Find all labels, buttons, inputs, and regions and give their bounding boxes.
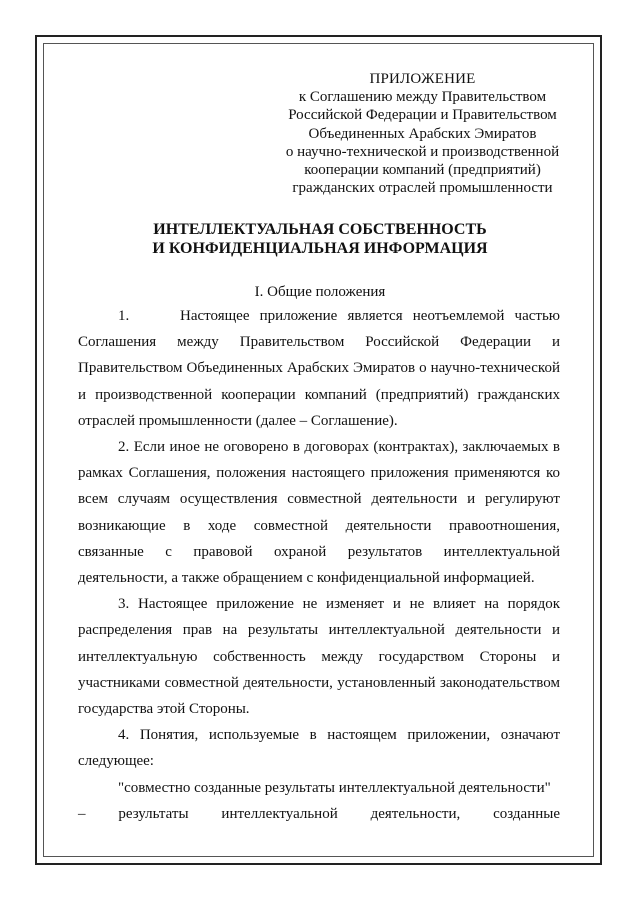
- definition-word: деятельности,: [370, 805, 461, 822]
- title-line-1: ИНТЕЛЛЕКТУАЛЬНАЯ СОБСТВЕННОСТЬ: [153, 221, 487, 238]
- appendix-line: гражданских отраслей промышленности: [292, 180, 553, 197]
- appendix-header: [245, 70, 600, 197]
- definition-continuation: [78, 801, 560, 827]
- appendix-line: о научно-технической и производственной: [285, 143, 560, 160]
- appendix-line: кооперации компаний (предприятий): [304, 162, 541, 179]
- appendix-line: Российской Федерации и Правительством: [288, 107, 557, 124]
- term-definition: "совместно созданные результаты интеллектуальной деятельности": [118, 779, 551, 796]
- appendix-label: ПРИЛОЖЕНИЕ: [369, 71, 476, 87]
- paragraph-2: 2. Если иное не оговорено в договорах (контрактах), заключаемых в рамках Соглашения, положения настоящего приложения применяются ко всем случаям осуществления совместной деятельности и регулируют возникающие в ходе совместной деятельности правоотношения, связанные с правовой охраной результатов интеллектуальной деятельности, а также обращением с конфиденциальной информацией.: [78, 439, 560, 587]
- definition-word: созданные: [493, 805, 560, 822]
- definition-word: –: [78, 805, 86, 822]
- document-body: [78, 303, 560, 827]
- document-title: [78, 220, 562, 258]
- section-heading: I. Общие положения: [254, 284, 386, 300]
- definition-word: результаты: [118, 805, 189, 822]
- appendix-line: Объединенных Арабских Эмиратов: [308, 125, 537, 142]
- definition-word: интеллектуальной: [221, 805, 338, 822]
- paragraph-3: 3. Настоящее приложение не изменяет и не влияет на порядок распределения прав на результаты интеллектуальной деятельности и интеллектуальную собственность между государством Стороны и участниками совместной деятельности, установленный законодательством государства этой Стороны.: [78, 596, 560, 718]
- paragraph-1: 1. Настоящее приложение является неотъемлемой частью Соглашения между Правительством Российской Федерации и Правительством Объединенных Арабских Эмиратов о научно-технической и производственной кооперации компаний (предприятий) гражданских отраслей промышленности (далее – Соглашение).: [78, 308, 560, 429]
- appendix-line: к Соглашению между Правительством: [298, 89, 547, 106]
- paragraph-4: 4. Понятия, используемые в настоящем приложении, означают следующее:: [78, 727, 560, 770]
- title-line-2: И КОНФИДЕНЦИАЛЬНАЯ ИНФОРМАЦИЯ: [152, 240, 488, 257]
